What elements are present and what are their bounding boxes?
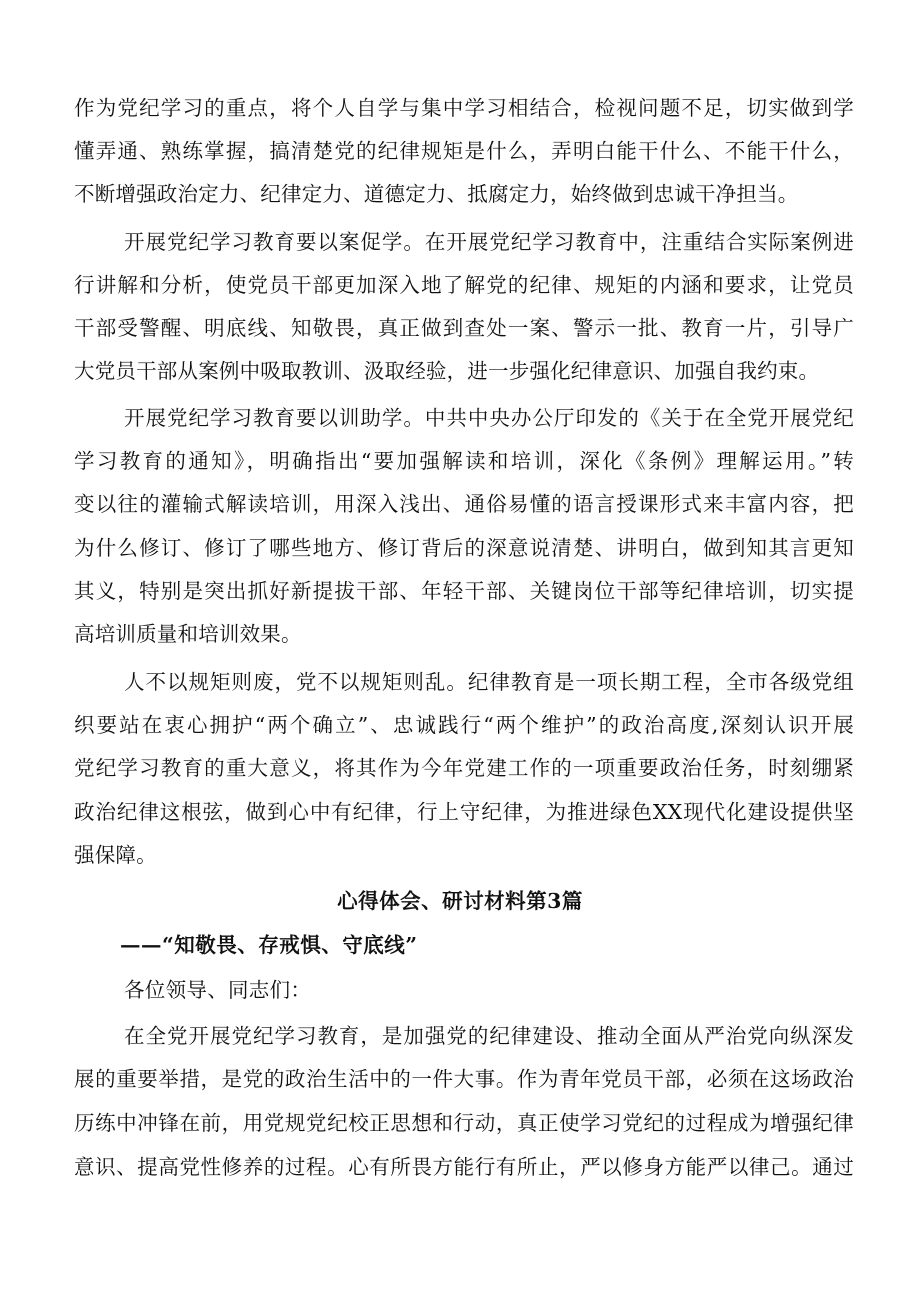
paragraph-3-line-3: 变以往的灌输式解读培训，用深入浅出、通俗易懂的语言授课形式来丰富内容，把 — [74, 492, 854, 516]
paragraph-2-line-4: 大党员干部从案例中吸取教训、汲取经验，进一步强化纪律意识、加强自我约束。 — [74, 359, 820, 383]
paragraph-4-line-3: 党纪学习教育的重大意义，将其作为今年党建工作的一项重要政治任务，时刻绷紧 — [74, 756, 854, 780]
paragraph-2-line-2: 行讲解和分析，使党员干部更加深入地了解党的纪律、规矩的内涵和要求，让党员 — [74, 273, 854, 297]
paragraph-1-line-1: 作为党纪学习的重点，将个人自学与集中学习相结合，检视问题不足，切实做到学 — [74, 96, 854, 120]
paragraph-1-line-3: 不断增强政治定力、纪律定力、道德定力、抵腐定力，始终做到忠诚干净担当。 — [74, 182, 799, 206]
paragraph-3-line-1: 开展党纪学习教育要以训助学。中共中央办公厅印发的《关于在全党开展党纪 — [124, 406, 854, 430]
paragraph-3-line-5: 其义，特别是突出抓好新提拔干部、年轻干部、关键岗位干部等纪律培训，切实提 — [74, 579, 854, 603]
paragraph-3-line-4: 为什么修订、修订了哪些地方、修订背后的深意说清楚、讲明白，做到知其言更知 — [74, 536, 854, 560]
closing-paragraph-line-3: 历练中冲锋在前，用党规党纪校正思想和行动，真正使学习党纪的过程成为增强纪律 — [74, 1111, 854, 1135]
paragraph-2-line-3: 干部受警醒、明底线、知敬畏，真正做到查处一案、警示一批、教育一片，引导广 — [74, 316, 854, 340]
section-subtitle: ——“知敬畏、存戒惧、守底线” — [120, 933, 418, 957]
paragraph-4-line-1: 人不以规矩则废，党不以规矩则乱。纪律教育是一项长期工程，全市各级党组 — [124, 670, 854, 694]
greeting: 各位领导、同志们： — [124, 978, 312, 1002]
section-heading: 心得体会、研讨材料第3篇 — [337, 889, 583, 913]
paragraph-2-line-1: 开展党纪学习教育要以案促学。在开展党纪学习教育中，注重结合实际案例进 — [124, 230, 854, 254]
paragraph-4-line-2: 织要站在衷心拥护“两个确立”、忠诚践行“两个维护”的政治高度,深刻认识开展 — [74, 713, 854, 737]
paragraph-3-line-6: 高培训质量和培训效果。 — [74, 622, 302, 646]
closing-paragraph-line-2: 展的重要举措，是党的政治生活中的一件大事。作为青年党员干部，必须在这场政治 — [74, 1067, 854, 1091]
closing-paragraph-line-1: 在全党开展党纪学习教育，是加强党的纪律建设、推动全面从严治党向纵深发 — [124, 1024, 854, 1048]
paragraph-3-line-2: 学习教育的通知》，明确指出“要加强解读和培训，深化《条例》理解运用。”转 — [74, 449, 854, 473]
paragraph-4-line-4: 政治纪律这根弦，做到心中有纪律，行上守纪律，为推进绿色XX现代化建设提供坚 — [74, 800, 854, 824]
paragraph-4-line-5: 强保障。 — [74, 843, 157, 867]
closing-paragraph-line-4: 意识、提高党性修养的过程。心有所畏方能行有所止，严以修身方能严以律己。通过 — [74, 1155, 854, 1179]
paragraph-1-line-2: 懂弄通、熟练掌握，搞清楚党的纪律规矩是什么，弄明白能干什么、不能干什么， — [74, 139, 854, 163]
